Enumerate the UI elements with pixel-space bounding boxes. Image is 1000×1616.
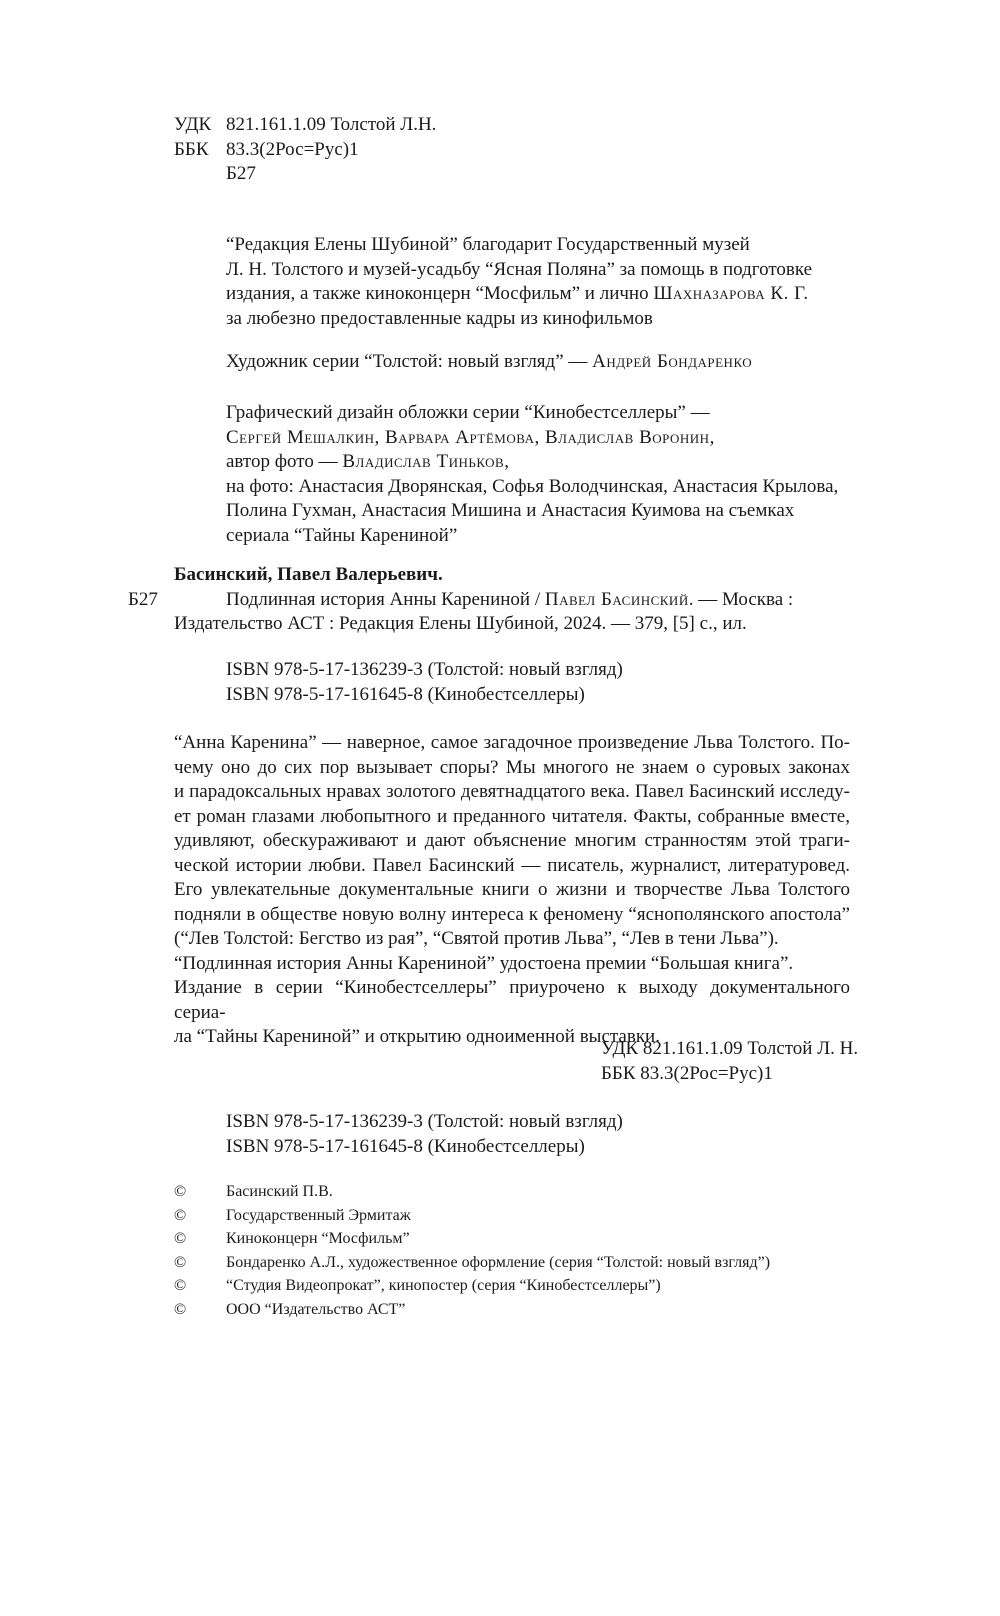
- copyright-icon: ©: [174, 1300, 187, 1318]
- copyright-icon: ©: [174, 1183, 187, 1200]
- credits-thanks: [226, 233, 812, 331]
- photo-cast: на фото: Анастасия Дворянская, Софья Володчинская, Анастасия Крылова,: [226, 475, 839, 497]
- copyright-icon: ©: [174, 1230, 187, 1247]
- bbk-value: 83.3(2Рос=Рус)1: [226, 138, 359, 160]
- artist-prefix: Художник серии “Толстой: новый взгляд” —: [226, 351, 593, 372]
- isbn-line: ISBN 978-5-17-136239-3 (Толстой: новый взгляд): [226, 659, 623, 680]
- bbk-label: ББК: [174, 138, 209, 160]
- annotation-line: подняли в обществе новую волну интереса к феномену “яснополянского апостола”: [174, 903, 850, 925]
- copyright-item: [174, 1227, 770, 1251]
- copyright-icon: ©: [174, 1277, 187, 1294]
- thanks-person: Шахназарова К. Г.: [653, 283, 809, 304]
- copyright-holder: Киноконцерн “Мосфильм”: [226, 1230, 410, 1247]
- thanks-line: Л. Н. Толстого и музей-усадьбу “Ясная Поляна” за помощь в подготовке: [226, 258, 813, 280]
- copyright-item: [174, 1204, 770, 1228]
- catalog-title: Подлинная история Анны Карениной /: [226, 589, 545, 610]
- author-mark: Б27: [226, 163, 256, 184]
- thanks-line: “Редакция Елены Шубиной” благодарит Государственный музей: [226, 234, 750, 255]
- annotation: [174, 731, 850, 1050]
- photo-name: Владислав Тиньков,: [342, 451, 510, 472]
- annotation-line: “Анна Каренина” — наверное, самое загадочное произведение Льва Толстого. По-: [174, 732, 850, 753]
- photo-prefix: автор фото —: [226, 451, 343, 472]
- copyright-item: [174, 1180, 770, 1204]
- copyright-item: [174, 1298, 770, 1322]
- copyright-icon: ©: [174, 1206, 187, 1224]
- design-names: Сергей Мешалкин, Варвара Артёмова, Владислав Воронин,: [226, 426, 715, 448]
- photo-cast: Полина Гухман, Анастасия Мишина и Анастасия Куимова на съемках: [226, 500, 795, 521]
- copyright-holder: Государственный Эрмитаж: [226, 1206, 411, 1224]
- copyright-holder: ООО “Издательство АСТ”: [226, 1300, 406, 1318]
- classification-bbk: ББК 83.3(2Рос=Рус)1: [601, 1062, 773, 1084]
- isbn-block: [226, 1110, 623, 1159]
- copyright-icon: ©: [174, 1253, 187, 1271]
- artist-name: Андрей Бондаренко: [592, 351, 753, 372]
- annotation-line: чему оно до сих пор вызывает споры? Мы многого не знаем о суровых законах: [174, 756, 850, 778]
- copyright-holder: Бондаренко А.Л., художественное оформление (серия “Толстой: новый взгляд”): [226, 1253, 771, 1271]
- copyright-item: [174, 1251, 770, 1275]
- thanks-line: за любезно предоставленные кадры из кинофильмов: [226, 307, 653, 329]
- catalog-title-suffix: . — Москва :: [688, 589, 794, 610]
- catalog-title-line: [226, 588, 793, 613]
- isbn-line: ISBN 978-5-17-161645-8 (Кинобестселлеры): [226, 1135, 585, 1157]
- annotation-line: удивляют, обескураживают и дают объяснение многим странностям этой траги-: [174, 830, 850, 851]
- isbn-line: ISBN 978-5-17-161645-8 (Кинобестселлеры): [226, 683, 585, 705]
- header-classification: [174, 113, 436, 187]
- credits-design: [226, 401, 838, 548]
- udk-value: 821.161.1.09 Толстой Л.Н.: [226, 114, 437, 135]
- classification-udk: УДК 821.161.1.09 Толстой Л. Н.: [601, 1038, 859, 1059]
- photo-cast: сериала “Тайны Карениной”: [226, 524, 458, 546]
- annotation-line: ла “Тайны Карениной” и открытию одноименной выставки.: [174, 1026, 660, 1047]
- annotation-line: (“Лев Толстой: Бегство из рая”, “Святой против Льва”, “Лев в тени Льва”).: [174, 928, 779, 949]
- catalog-isbn: [226, 658, 623, 707]
- annotation-line: Издание в серии “Кинобестселлеры” приурочено к выходу документального сериа-: [174, 977, 850, 1023]
- annotation-line: “Подлинная история Анны Карениной” удостоена премии “Большая книга”.: [174, 952, 794, 974]
- classification-block: [601, 1037, 858, 1086]
- copyright-item: [174, 1274, 770, 1298]
- credits-artist: [226, 350, 752, 375]
- catalog-title-author: Павел Басинский: [544, 589, 689, 610]
- design-line: Графический дизайн обложки серии “Кинобестселлеры” —: [226, 402, 710, 423]
- catalog-publisher: Издательство АСТ : Редакция Елены Шубиной, 2024. — 379, [5] с., ил.: [174, 613, 747, 634]
- udk-label: УДК: [174, 114, 212, 135]
- isbn-line: ISBN 978-5-17-136239-3 (Толстой: новый взгляд): [226, 1111, 623, 1132]
- copyright-holder: “Студия Видеопрокат”, кинопостер (серия “Кинобестселлеры”): [226, 1277, 661, 1294]
- catalog-mark: Б27: [128, 589, 158, 610]
- thanks-line: издания, а также киноконцерн “Мосфильм” и лично: [226, 283, 654, 304]
- annotation-line: и парадоксальных нравах золотого девятнадцатого века. Павел Басинский исследу-: [174, 781, 850, 802]
- annotation-line: ческой истории любви. Павел Басинский — писатель, журналист, литературовед.: [174, 854, 850, 876]
- copyright-holder: Басинский П.В.: [226, 1183, 333, 1200]
- annotation-line: Его увлекательные документальные книги о жизни и творчестве Льва Толстого: [174, 879, 850, 900]
- annotation-line: ет роман глазами любопытного и преданного читателя. Факты, собранные вместе,: [174, 805, 850, 827]
- catalog-author-heading: Басинский, Павел Валерьевич.: [174, 564, 443, 585]
- copyright-list: [174, 1180, 770, 1321]
